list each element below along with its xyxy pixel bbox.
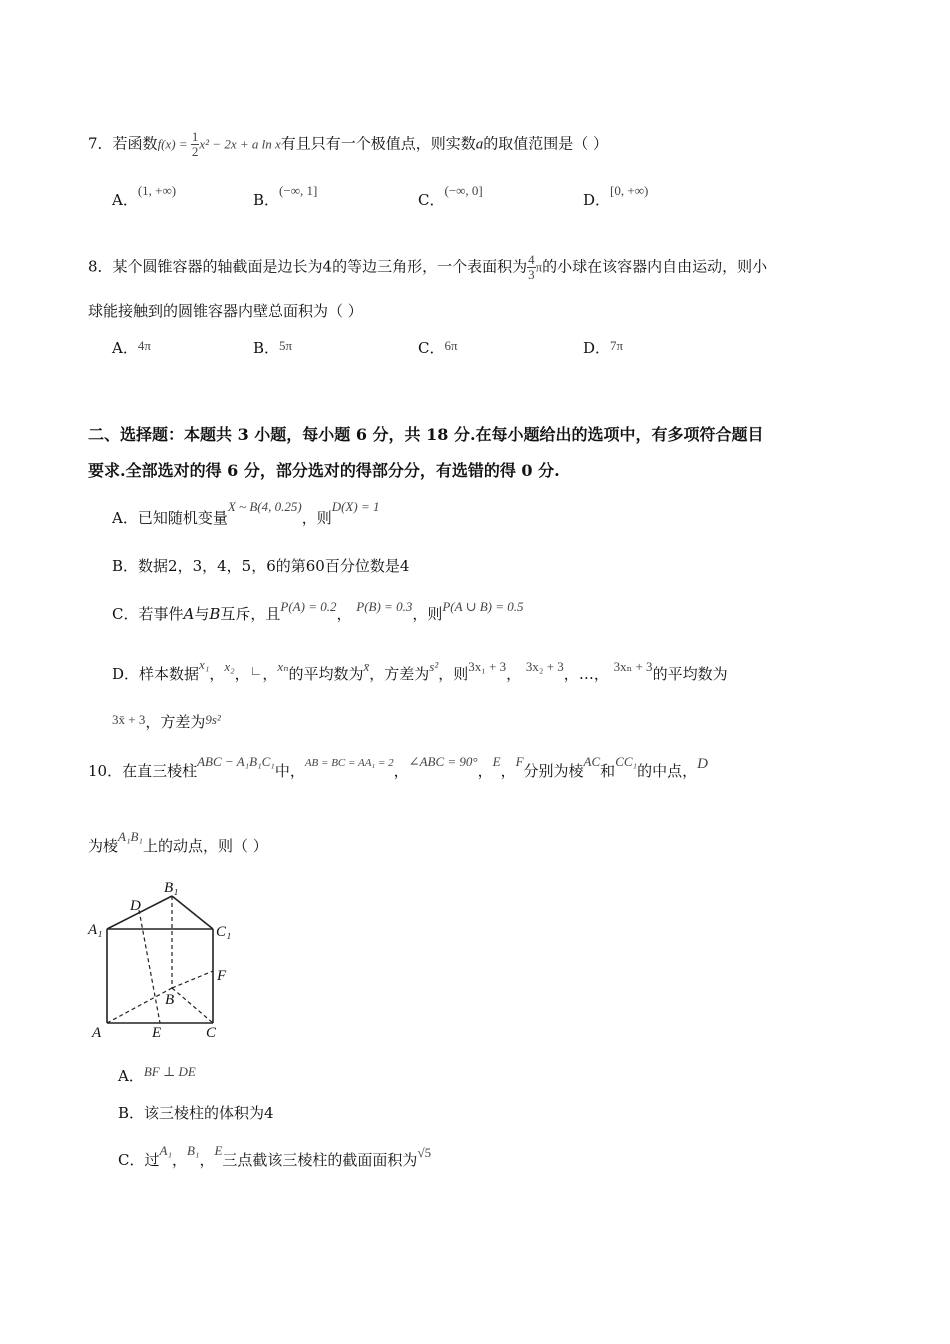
q7-option-a[interactable]: A．(1, +∞) <box>112 183 177 209</box>
segment-b-f <box>172 971 213 988</box>
q8-option-a[interactable]: A．4π <box>112 338 151 357</box>
edge-b1-c1 <box>172 896 213 929</box>
q8-option-b[interactable]: B．5π <box>253 338 293 357</box>
q10-option-b[interactable]: B．该三棱柱的体积为4 <box>118 1104 274 1122</box>
label-b: B <box>165 992 175 1008</box>
q7-fraction: $\frac{1}{2}$ <box>191 129 199 159</box>
q8-fraction: $\frac{4}{3}$ <box>528 252 535 282</box>
q10-stem: 10．在直三棱柱ABC − A₁B₁C₁中，$^{AB = BC = AA_1 = 2}$，∠ABC = 90°，E，F分别为棱AC和CC₁的中点，D <box>88 754 708 780</box>
q7-option-d[interactable]: D．[0, +∞) <box>583 183 649 209</box>
section2-heading-line1: 二、选择题：本题共 3 小题，每小题 6 分，共 18 分.在每小题给出的选项中，有多项符合题目 <box>88 425 764 444</box>
label-a: A <box>92 1025 102 1041</box>
prism-figure <box>80 870 250 1050</box>
label-d: D <box>130 898 141 914</box>
label-a1: A₁ <box>88 922 103 938</box>
q10-option-c[interactable]: C．过A₁，B₁，E三点截该三棱柱的截面面积为√5 <box>118 1143 432 1169</box>
edge-b-c <box>172 988 213 1023</box>
q10-stem-line2: 为棱A₁B₁上的动点，则（ ） <box>88 829 268 855</box>
label-c1: C₁ <box>216 924 232 940</box>
q9-option-d[interactable]: D．样本数据x₁，x₂，∟，xₙ的平均数为x̄，方差为s²，则3x₁ + 3， 3x₂ + 3，…， 3xₙ + 3的平均数为 <box>112 657 728 683</box>
q8-option-d[interactable]: D．7π <box>583 338 624 357</box>
label-b1: B₁ <box>164 880 179 896</box>
label-c: C <box>206 1025 217 1041</box>
label-f: F <box>217 968 227 984</box>
q9-option-c[interactable]: C．若事件A与B互斥，且P(A) = 0.2， P(B) = 0.3，则P(A ∪ B) = 0.5 <box>112 599 524 623</box>
q9-option-a[interactable]: A．已知随机变量X ~ B(4, 0.25)，则D(X) = 1 <box>112 499 380 527</box>
q8-option-c[interactable]: C．6π <box>418 338 458 357</box>
q10-option-a[interactable]: A．BF ⊥ DE <box>118 1064 196 1085</box>
q7-stem: 7．若函数f(x) = $\frac{1}{2}$ x² − 2x + a ln x有且只有一个极值点，则实数a的取值范围是（ ） <box>88 129 609 159</box>
q9-option-b[interactable]: B．数据2，3，4，5，6的第60百分位数是4 <box>112 557 410 575</box>
q7-option-b[interactable]: B．(−∞, 1] <box>253 183 318 209</box>
q8-stem: 8．某个圆锥容器的轴截面是边长为4的等边三角形，一个表面积为 $\frac{4}{3}$ π的小球在该容器内自由运动，则小 <box>88 252 768 282</box>
segment-d-e <box>139 910 160 1023</box>
q8-stem-line2: 球能接触到的圆锥容器内壁总面积为（ ） <box>88 302 363 320</box>
label-e: E <box>152 1025 162 1041</box>
edge-a-b <box>107 988 175 1023</box>
q9-option-d-line2: 3x̄ + 3，方差为9s² <box>112 712 221 731</box>
q7-option-c[interactable]: C．(−∞, 0] <box>418 183 483 209</box>
section2-heading-line2: 要求.全部选对的得 6 分，部分选对的得部分分，有选错的得 0 分. <box>88 461 560 480</box>
